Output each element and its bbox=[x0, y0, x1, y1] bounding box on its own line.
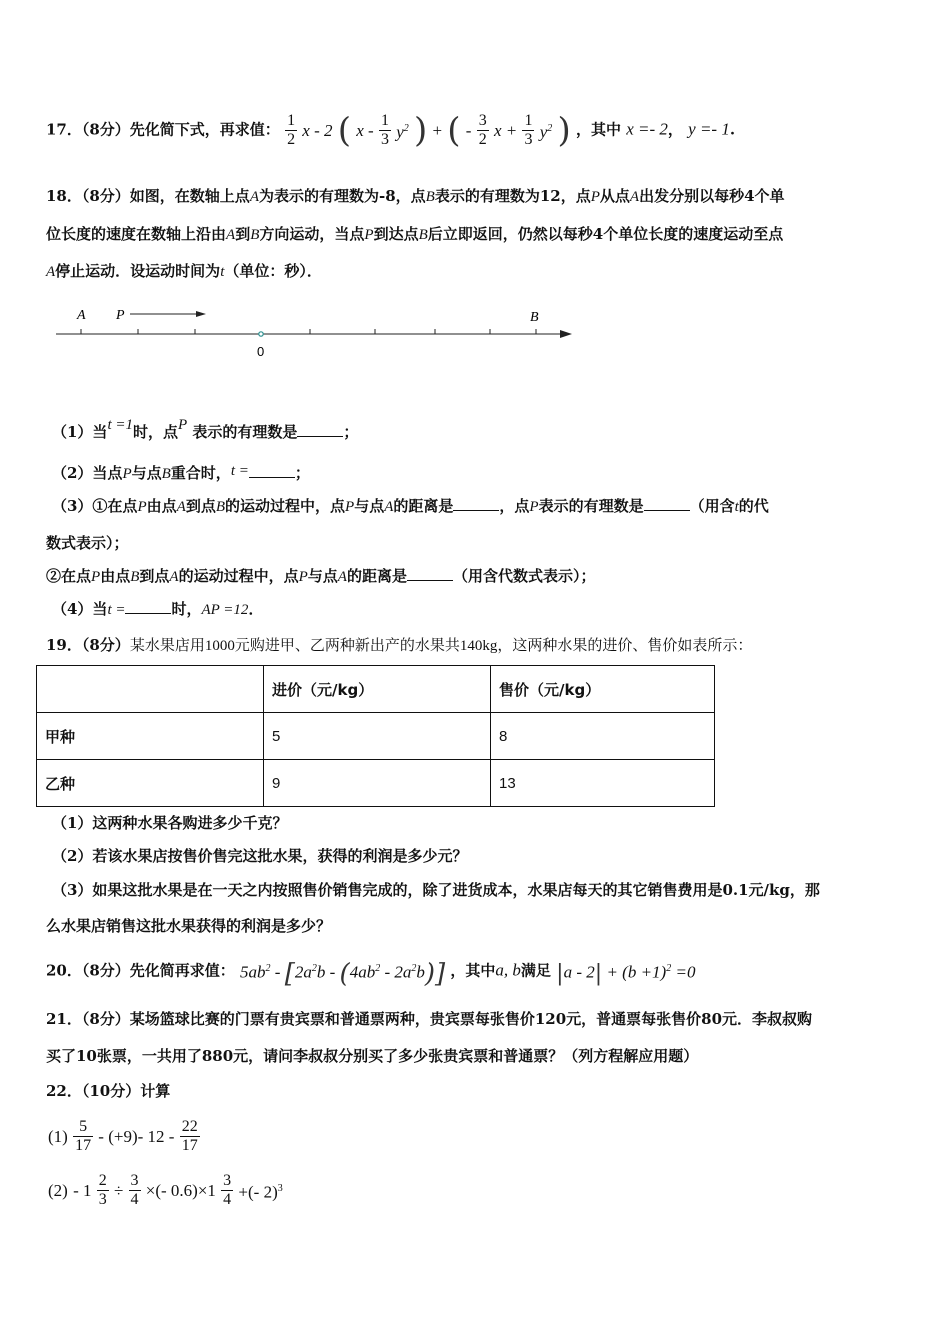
table-cell: 甲种 bbox=[37, 713, 264, 760]
q20-expression: $5ab^2 - [2a^2b - (4ab^2 - 2a^2b)]$ bbox=[240, 958, 446, 989]
table-cell: 13 bbox=[491, 760, 715, 807]
q17-yval: y =- 1 bbox=[688, 119, 730, 139]
q17-dot: . bbox=[729, 120, 736, 139]
q18-sub3-2: ②在点P由点B到点A的运动过程中，点P与点A的距离是 （用含代数式表示）； bbox=[46, 567, 596, 585]
q22-frac-22-17: $\frac{22}{17}$ bbox=[181, 1118, 198, 1154]
table-cell: 9 bbox=[264, 760, 491, 807]
q17-head: 17．（8分）先化简下式，再求值： bbox=[46, 120, 280, 139]
q22-part2: (2) - 1 $\frac{2}{3}$ ÷ $\frac{3}{4}$ ×(- 0.6)×1 $\frac{3}{4}$ +(- 2)$^3$ bbox=[48, 1172, 283, 1208]
price-table bbox=[36, 665, 715, 807]
q18-sub2: （2）当点P与点B重合时，t = ； bbox=[52, 463, 310, 482]
q17-plus: + bbox=[432, 120, 443, 140]
q18-line3: A停止运动．设运动时间为t（单位：秒）． bbox=[46, 262, 322, 280]
q17-frac-half: $\frac{1}{2}$ bbox=[287, 112, 296, 148]
q18-line2: 位长度的速度在数轴上沿由A到B方向运动，当点P到达点B后立即返回，仍然以每秒4个单位长度的速度运动至点 bbox=[46, 225, 784, 243]
table-header-cell: 售价（元/kg） bbox=[491, 666, 715, 713]
q22-frac-2-3: $\frac{2}{3}$ bbox=[98, 1172, 107, 1208]
q17-tail: ，其中 bbox=[575, 120, 621, 139]
blank bbox=[644, 496, 690, 511]
q17-term3: x + bbox=[493, 120, 518, 140]
q17-y: $y^2$ bbox=[396, 122, 409, 142]
blank bbox=[249, 463, 295, 478]
q22-head: 22．（10分）计算 bbox=[46, 1082, 171, 1100]
q17-minus: - bbox=[465, 120, 472, 140]
q20-condition: $|a - 2| + (b +1)^2 =0$ bbox=[556, 960, 696, 986]
q19-sub3: （3）如果这批水果是在一天之内按照售价销售完成的，除了进货成本，水果店每天的其它销售费用是0.1元/kg，那 bbox=[52, 881, 820, 899]
q17-paren-open: ( bbox=[337, 110, 352, 151]
q21-line2: 买了10张票，一共用了880元，请问李叔叔分别买了多少张贵宾票和普通票？（列方程解应用题） bbox=[46, 1047, 699, 1065]
blank bbox=[297, 422, 343, 437]
axis-ticks bbox=[81, 329, 536, 334]
q19-sub1: （1）这两种水果各购进多少千克？ bbox=[52, 814, 288, 832]
table-row bbox=[37, 713, 715, 760]
table-header-cell: 进价（元/kg） bbox=[264, 666, 491, 713]
axis-label-a: A bbox=[77, 308, 86, 323]
table-cell: 5 bbox=[264, 713, 491, 760]
q17-term1: x - 2 bbox=[302, 120, 333, 140]
q17-paren2-open: ( bbox=[447, 110, 461, 151]
q17-term2: x - bbox=[356, 120, 374, 140]
q17-comma: ， bbox=[667, 120, 683, 139]
q17-line bbox=[46, 112, 735, 149]
q17-frac-3-2: $\frac{3}{2}$ bbox=[478, 112, 487, 148]
q18-sub4: （4）当t = 时，AP =12． bbox=[52, 600, 264, 618]
q18-sub3-cont: 数式表示）； bbox=[46, 534, 129, 552]
q17-paren2-close: ) bbox=[557, 110, 571, 151]
table-row bbox=[37, 760, 715, 807]
q17-frac-third2: $\frac{1}{3}$ bbox=[524, 112, 533, 148]
q18-sub1: （1）当t =1时，点P 表示的有理数是 ； bbox=[52, 417, 359, 441]
axis-arrowhead bbox=[560, 330, 572, 338]
table-cell: 乙种 bbox=[37, 760, 264, 807]
q19-line: 19．（8分）某水果店用1000元购进甲、乙两种新出产的水果共140kg，这两种水果的进价、售价如表所示： bbox=[46, 636, 753, 654]
table-cell: 8 bbox=[491, 713, 715, 760]
q22-frac-5-17: $\frac{5}{17}$ bbox=[75, 1118, 92, 1154]
q22-frac-3-4b: $\frac{3}{4}$ bbox=[223, 1172, 232, 1208]
q19-sub3-cont: 么水果店销售这批水果获得的利润是多少？ bbox=[46, 917, 332, 935]
q18-sub3: （3）①在点P由点A到点B的运动过程中，点P与点A的距离是 ，点P表示的有理数是 （用含t的代 bbox=[52, 497, 769, 515]
p-arrow-head bbox=[196, 311, 206, 317]
q22-frac-3-4: $\frac{3}{4}$ bbox=[130, 1172, 139, 1208]
axis-label-b: B bbox=[530, 310, 539, 325]
q17-xval: x =- 2 bbox=[626, 119, 668, 139]
axis-label-zero: 0 bbox=[257, 344, 265, 359]
number-line-figure bbox=[50, 300, 580, 362]
q17-frac-third: $\frac{1}{3}$ bbox=[380, 112, 389, 148]
q21-line1: 21．（8分）某场篮球比赛的门票有贵宾票和普通票两种，贵宾票每张售价120元，普通票每张售价80元．李叔叔购 bbox=[46, 1010, 813, 1028]
q19-sub2: （2）若该水果店按售价售完这批水果，获得的利润是多少元？ bbox=[52, 847, 468, 865]
q17-y2: $y^2$ bbox=[539, 122, 553, 142]
q18-line1: 18．（8分）如图，在数轴上点A为表示的有理数为-8，点B表示的有理数为12，点P从点A出发分别以每秒4个单 bbox=[46, 187, 785, 205]
blank bbox=[453, 496, 499, 511]
origin-point bbox=[259, 332, 263, 336]
table-header-cell bbox=[37, 666, 264, 713]
axis-label-p: P bbox=[116, 308, 125, 323]
blank bbox=[125, 599, 171, 614]
q22-part1: (1) $\frac{5}{17}$ - (+9)- 12 - $\frac{22}{17}$ bbox=[48, 1118, 198, 1154]
table-header-row bbox=[37, 666, 715, 713]
q20-line: 20．（8分）先化简再求值： $5ab^2 - [2a^2b - (4ab^2 - 2a^2b)]$ ，其中a, b满足 $|a - 2| + (b +1)^2 =0$ bbox=[46, 958, 696, 989]
q17-paren-close: ) bbox=[413, 110, 428, 151]
blank bbox=[407, 566, 453, 581]
